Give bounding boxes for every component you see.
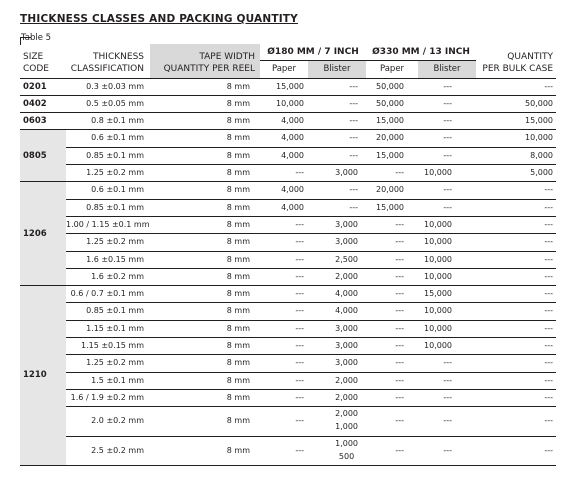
paper-330-cell: 15,000 [366, 113, 418, 130]
blister-180-cell: --- [308, 182, 366, 199]
blister-180-cell: --- [308, 147, 366, 164]
header-quantity-line1: QUANTITY [507, 51, 554, 62]
tape-width-cell: 8 mm [150, 355, 260, 372]
header-classification-line2: CLASSIFICATION [70, 63, 144, 74]
header-paper-330: Paper [379, 64, 405, 75]
blister-330-cell: --- [418, 182, 476, 199]
blister-180-cell: 3,000 [308, 165, 366, 182]
paper-180-cell: --- [260, 389, 308, 406]
bulk-qty-cell: --- [476, 78, 556, 95]
bulk-qty-cell: 15,000 [476, 113, 556, 130]
tape-width-cell: 8 mm [150, 338, 260, 355]
bulk-qty-cell: --- [476, 182, 556, 199]
thickness-cell: 2.5 ±0.2 mm [66, 436, 150, 465]
blister-180-cell: 2,000 [308, 268, 366, 285]
table-row [20, 436, 556, 465]
paper-180-cell: --- [260, 372, 308, 389]
blister-180-cell [308, 407, 366, 436]
paper-180-cell: 10,000 [260, 95, 308, 112]
tape-width-cell: 8 mm [150, 389, 260, 406]
bulk-qty-cell: --- [476, 436, 556, 465]
thickness-cell: 1.25 ±0.2 mm [66, 355, 150, 372]
blister-330-cell: 10,000 [418, 303, 476, 320]
tape-width-cell: 8 mm [150, 95, 260, 112]
thickness-cell: 2.0 ±0.2 mm [66, 407, 150, 436]
blister-180-cell: 3,000 [308, 355, 366, 372]
paper-330-cell: 50,000 [366, 78, 418, 95]
blister-330-cell: --- [418, 199, 476, 216]
paper-180-cell: --- [260, 303, 308, 320]
paper-330-cell: --- [366, 216, 418, 233]
tape-width-cell: 8 mm [150, 268, 260, 285]
tape-width-cell: 8 mm [150, 216, 260, 233]
blister-330-cell: 10,000 [418, 165, 476, 182]
blister-180-cell: 4,000 [308, 286, 366, 303]
tape-width-cell: 8 mm [150, 130, 260, 147]
thickness-cell: 0.85 ±0.1 mm [66, 303, 150, 320]
header-code-line2: CODE [23, 63, 49, 74]
thickness-cell: 1.25 ±0.2 mm [66, 234, 150, 251]
bulk-qty-cell: --- [476, 389, 556, 406]
table-row [20, 165, 556, 182]
blister-330-cell: 15,000 [418, 286, 476, 303]
thickness-packing-table [20, 44, 556, 466]
paper-180-cell: --- [260, 286, 308, 303]
bulk-qty-cell: --- [476, 234, 556, 251]
header-reel-330: Ø330 MM / 13 INCH [366, 44, 476, 61]
paper-330-cell: --- [366, 389, 418, 406]
table-row [20, 216, 556, 233]
tape-width-cell: 8 mm [150, 78, 260, 95]
table-row [20, 268, 556, 285]
blister-330-cell: 10,000 [418, 268, 476, 285]
header-paper-180: Paper [271, 64, 297, 75]
paper-330-cell: --- [366, 338, 418, 355]
paper-330-cell: --- [366, 234, 418, 251]
blister-330-cell: --- [418, 407, 476, 436]
size-code-cell: 1206 [20, 182, 66, 286]
paper-180-cell: --- [260, 320, 308, 337]
header-blister-180: Blister [308, 61, 366, 78]
stacked-value: 2,000 [335, 409, 359, 419]
bulk-qty-cell: --- [476, 320, 556, 337]
bulk-qty-cell: 5,000 [476, 165, 556, 182]
tape-width-cell: 8 mm [150, 165, 260, 182]
table-row [20, 113, 556, 130]
paper-180-cell: --- [260, 355, 308, 372]
paper-180-cell: 4,000 [260, 199, 308, 216]
paper-180-cell: --- [260, 165, 308, 182]
tape-width-cell: 8 mm [150, 147, 260, 164]
bulk-qty-cell: 50,000 [476, 95, 556, 112]
paper-180-cell: 4,000 [260, 113, 308, 130]
header-thickness [66, 44, 150, 78]
blister-180-cell: --- [308, 130, 366, 147]
bulk-qty-cell: --- [476, 251, 556, 268]
table-row [20, 407, 556, 436]
size-code-cell: 0402 [20, 95, 66, 112]
table-row [20, 338, 556, 355]
tape-width-cell: 8 mm [150, 199, 260, 216]
bulk-qty-cell: 10,000 [476, 130, 556, 147]
table-row [20, 286, 556, 303]
paper-180-cell: --- [260, 338, 308, 355]
table-row [20, 303, 556, 320]
bulk-qty-cell: --- [476, 286, 556, 303]
paper-330-cell: --- [366, 286, 418, 303]
stacked-values [335, 407, 358, 433]
paper-330-cell: --- [366, 165, 418, 182]
paper-330-cell: 50,000 [366, 95, 418, 112]
stacked-value: 500 [338, 451, 355, 461]
thickness-cell: 1.5 ±0.1 mm [66, 372, 150, 389]
blister-330-cell: --- [418, 436, 476, 465]
blister-180-cell: 3,000 [308, 338, 366, 355]
bulk-qty-cell: --- [476, 199, 556, 216]
header-bulk-case-line2: PER BULK CASE [482, 63, 554, 74]
paper-180-cell: 4,000 [260, 130, 308, 147]
thickness-cell: 0.5 ±0.05 mm [66, 95, 150, 112]
page-heading: THICKNESS CLASSES AND PACKING QUANTITY [20, 13, 298, 25]
blister-330-cell: --- [418, 147, 476, 164]
tape-width-cell: 8 mm [150, 436, 260, 465]
tape-width-cell: 8 mm [150, 182, 260, 199]
paper-330-cell: --- [366, 268, 418, 285]
paper-180-cell: 4,000 [260, 182, 308, 199]
thickness-cell: 1.6 ±0.15 mm [66, 251, 150, 268]
blister-180-cell [308, 436, 366, 465]
header-size-line1: SIZE [23, 51, 44, 62]
tape-width-cell: 8 mm [150, 251, 260, 268]
paper-330-cell: 20,000 [366, 182, 418, 199]
bulk-qty-cell: 8,000 [476, 147, 556, 164]
stacked-value: 1,000 [335, 422, 359, 432]
paper-180-cell: --- [260, 436, 308, 465]
thickness-cell: 0.8 ±0.1 mm [66, 113, 150, 130]
paper-180-cell: 4,000 [260, 147, 308, 164]
table-row [20, 130, 556, 147]
blister-180-cell: 2,000 [308, 389, 366, 406]
header-blister-330: Blister [418, 61, 476, 78]
thickness-cell: 0.3 ±0.03 mm [66, 78, 150, 95]
paper-180-cell: --- [260, 251, 308, 268]
blister-180-cell: 2,500 [308, 251, 366, 268]
blister-330-cell: --- [418, 389, 476, 406]
paper-330-cell: --- [366, 407, 418, 436]
table-row [20, 147, 556, 164]
header-bulk-quantity [476, 44, 556, 78]
table-row [20, 320, 556, 337]
table-row [20, 199, 556, 216]
paper-330-cell: 20,000 [366, 130, 418, 147]
bulk-qty-cell: --- [476, 216, 556, 233]
tape-width-cell: 8 mm [150, 407, 260, 436]
blister-330-cell: 10,000 [418, 320, 476, 337]
header-size-code [20, 44, 66, 78]
table-row [20, 78, 556, 95]
header-tape-width [150, 44, 260, 78]
bulk-qty-cell: --- [476, 407, 556, 436]
table-row [20, 234, 556, 251]
size-code-cell: 0805 [20, 130, 66, 182]
blister-330-cell: --- [418, 372, 476, 389]
blister-180-cell: --- [308, 78, 366, 95]
table-row [20, 182, 556, 199]
thickness-cell: 0.6 ±0.1 mm [66, 182, 150, 199]
blister-180-cell: 3,000 [308, 216, 366, 233]
thickness-cell: 0.85 ±0.1 mm [66, 199, 150, 216]
thickness-cell: 0.85 ±0.1 mm [66, 147, 150, 164]
bulk-qty-cell: --- [476, 338, 556, 355]
header-reel-180: Ø180 MM / 7 INCH [260, 44, 366, 61]
blister-330-cell: 10,000 [418, 251, 476, 268]
blister-180-cell: 2,000 [308, 372, 366, 389]
paper-330-cell: 15,000 [366, 199, 418, 216]
tape-width-cell: 8 mm [150, 234, 260, 251]
thickness-cell: 1.15 ±0.1 mm [66, 320, 150, 337]
paper-330-cell: --- [366, 355, 418, 372]
tape-width-cell: 8 mm [150, 372, 260, 389]
blister-180-cell: --- [308, 95, 366, 112]
thickness-cell: 0.6 / 0.7 ±0.1 mm [66, 286, 150, 303]
stacked-value: 1,000 [335, 438, 359, 448]
thickness-cell: 1.6 ±0.2 mm [66, 268, 150, 285]
thickness-cell: 1.00 / 1.15 ±0.1 mm [66, 216, 150, 233]
stacked-values [335, 437, 358, 463]
tape-width-cell: 8 mm [150, 303, 260, 320]
thickness-cell: 1.6 / 1.9 ±0.2 mm [66, 389, 150, 406]
header-tape-line1: TAPE WIDTH [199, 51, 255, 62]
bulk-qty-cell: --- [476, 303, 556, 320]
table-row [20, 389, 556, 406]
paper-180-cell: --- [260, 216, 308, 233]
blister-180-cell: 3,000 [308, 234, 366, 251]
tape-width-cell: 8 mm [150, 113, 260, 130]
blister-330-cell: --- [418, 78, 476, 95]
tape-width-cell: 8 mm [150, 286, 260, 303]
blister-180-cell: --- [308, 113, 366, 130]
blister-180-cell: 3,000 [308, 320, 366, 337]
paper-330-cell: --- [366, 372, 418, 389]
blister-330-cell: --- [418, 95, 476, 112]
paper-330-cell: 15,000 [366, 147, 418, 164]
paper-180-cell: --- [260, 234, 308, 251]
blister-330-cell: 10,000 [418, 338, 476, 355]
thickness-cell: 0.6 ±0.1 mm [66, 130, 150, 147]
table-row [20, 372, 556, 389]
thickness-cell: 1.25 ±0.2 mm [66, 165, 150, 182]
size-code-cell: 0603 [20, 113, 66, 130]
bulk-qty-cell: --- [476, 372, 556, 389]
header-qty-per-reel-line2: QUANTITY PER REEL [163, 63, 255, 74]
header-thickness-line1: THICKNESS [93, 51, 144, 62]
paper-330-cell: --- [366, 251, 418, 268]
table-row [20, 355, 556, 372]
blister-330-cell: 10,000 [418, 234, 476, 251]
paper-180-cell: --- [260, 407, 308, 436]
tape-width-cell: 8 mm [150, 320, 260, 337]
table-body [20, 78, 556, 465]
blister-330-cell: 10,000 [418, 216, 476, 233]
paper-180-cell: --- [260, 268, 308, 285]
bulk-qty-cell: --- [476, 268, 556, 285]
table-label: Table 5 [21, 33, 52, 43]
paper-330-cell: --- [366, 436, 418, 465]
bulk-qty-cell: --- [476, 355, 556, 372]
blister-330-cell: --- [418, 113, 476, 130]
thickness-cell: 1.15 ±0.15 mm [66, 338, 150, 355]
table-row [20, 95, 556, 112]
blister-180-cell: --- [308, 199, 366, 216]
size-code-cell: 1210 [20, 286, 66, 466]
table-row [20, 251, 556, 268]
size-code-cell: 0201 [20, 78, 66, 95]
blister-330-cell: --- [418, 355, 476, 372]
paper-330-cell: --- [366, 303, 418, 320]
blister-330-cell: --- [418, 130, 476, 147]
blister-180-cell: 4,000 [308, 303, 366, 320]
paper-180-cell: 15,000 [260, 78, 308, 95]
paper-330-cell: --- [366, 320, 418, 337]
